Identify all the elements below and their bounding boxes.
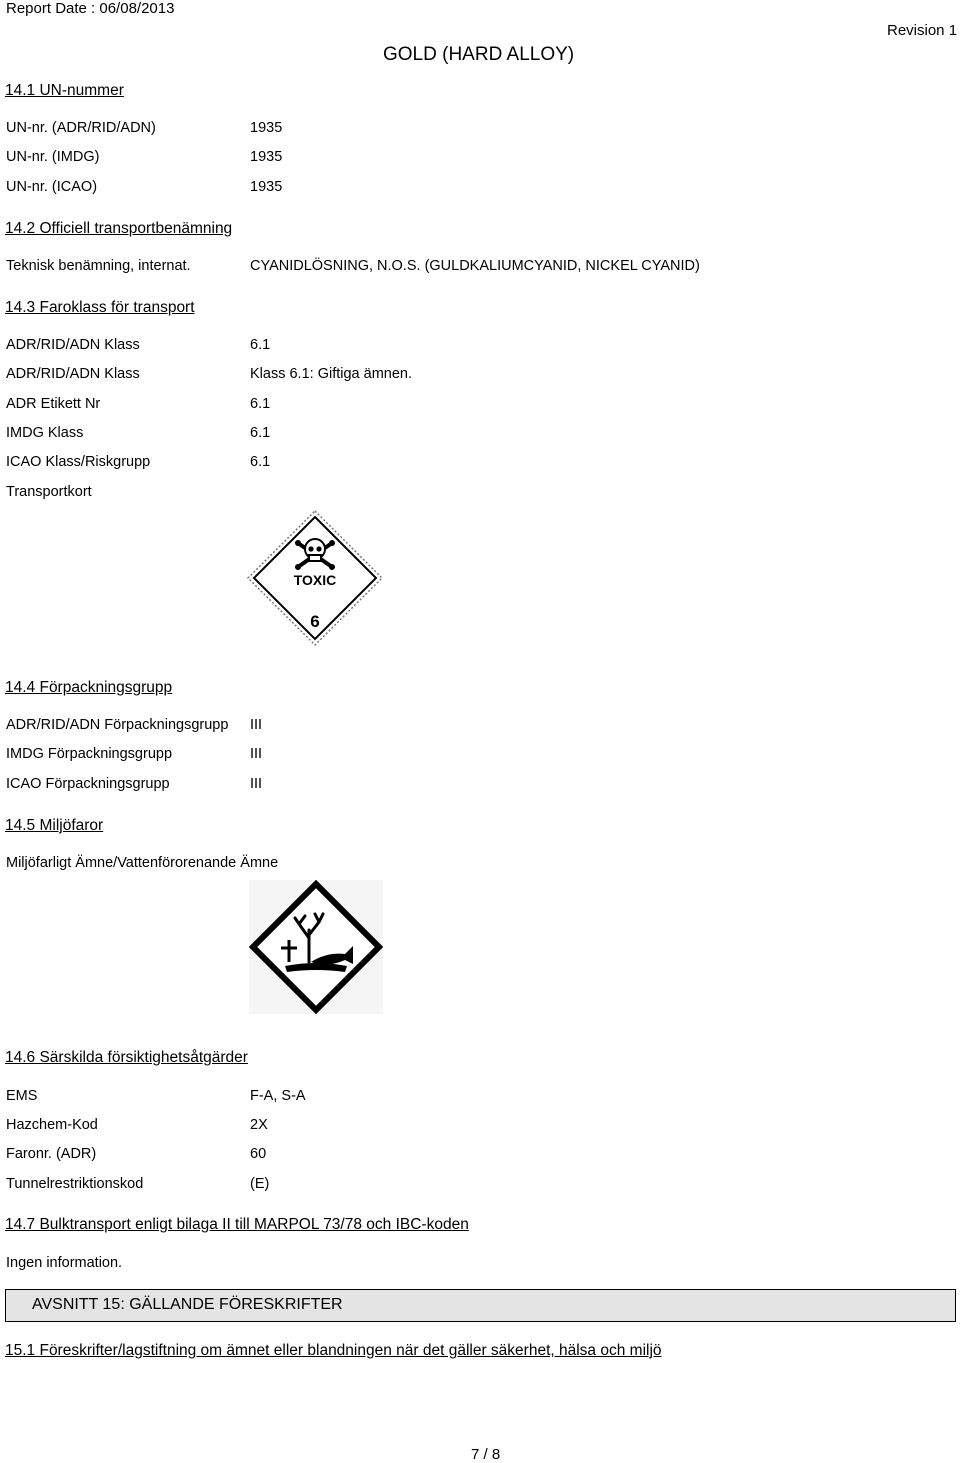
revision: Revision 1 [887, 22, 958, 39]
row-value: 6.1 [250, 454, 271, 470]
row-label: Teknisk benämning, internat. [6, 258, 191, 274]
row-value: 2X [250, 1117, 268, 1133]
row-label: IMDG Klass [6, 425, 84, 441]
row-value: III [250, 717, 263, 733]
section-15-1-heading: 15.1 Föreskrifter/lagstiftning om ämnet eller blandningen när det gäller säkerhet, hälsa och miljö [5, 1342, 662, 1359]
row-label: ADR/RID/ADN Klass [6, 366, 140, 382]
section-15-title: AVSNITT 15: GÄLLANDE FÖRESKRIFTER [32, 1296, 343, 1313]
row-label: ICAO Klass/Riskgrupp [6, 454, 151, 470]
row-value: 6.1 [250, 425, 271, 441]
hazard-class-number: 6 [310, 612, 320, 631]
transport-card-label: Transportkort [6, 484, 92, 500]
row-value: 1935 [250, 120, 283, 136]
row-value: III [250, 746, 263, 762]
row-label: Faronr. (ADR) [6, 1146, 97, 1162]
row-value: Klass 6.1: Giftiga ämnen. [250, 366, 412, 382]
row-label: EMS [6, 1088, 38, 1104]
row-label: Tunnelrestriktionskod [6, 1176, 144, 1192]
row-value: III [250, 776, 263, 792]
row-value: 60 [250, 1146, 267, 1162]
row-value: (E) [250, 1176, 270, 1192]
row-value: 6.1 [250, 337, 271, 353]
row-label: ADR Etikett Nr [6, 396, 101, 412]
row-label: IMDG Förpackningsgrupp [6, 746, 173, 762]
row-value: CYANIDLÖSNING, N.O.S. (GULDKALIUMCYANID, NICKEL CYANID) [250, 258, 700, 274]
no-information-text: Ingen information. [6, 1255, 123, 1271]
row-value: F-A, S-A [250, 1088, 306, 1104]
section-14-1-heading: 14.1 UN-nummer [5, 82, 124, 99]
section-15-banner [5, 1289, 956, 1322]
row-label: UN-nr. (IMDG) [6, 149, 100, 165]
toxic-hazard-label [246, 509, 384, 647]
section-14-5-heading: 14.5 Miljöfaror [5, 817, 104, 834]
section-14-7-heading: 14.7 Bulktransport enligt bilaga II till MARPOL 73/78 och IBC-koden [5, 1216, 469, 1233]
row-label: ICAO Förpackningsgrupp [6, 776, 170, 792]
row-value: 6.1 [250, 396, 271, 412]
row-label: ADR/RID/ADN Förpackningsgrupp [6, 717, 229, 733]
section-14-3-heading: 14.3 Faroklass för transport [5, 299, 195, 316]
section-14-6-heading: 14.6 Särskilda försiktighetsåtgärder [5, 1049, 248, 1066]
row-label: UN-nr. (ADR/RID/ADN) [6, 120, 156, 136]
row-value: 1935 [250, 149, 283, 165]
row-label: UN-nr. (ICAO) [6, 179, 98, 195]
row-value: 1935 [250, 179, 283, 195]
row-label: Hazchem-Kod [6, 1117, 98, 1133]
page-number: 7 / 8 [471, 1446, 501, 1463]
toxic-word: TOXIC [293, 572, 337, 588]
section-14-4-heading: 14.4 Förpackningsgrupp [5, 679, 173, 696]
row-label: ADR/RID/ADN Klass [6, 337, 140, 353]
product-title: GOLD (HARD ALLOY) [383, 44, 575, 65]
environment-hazard-label: Miljöfarligt Ämne/Vattenförorenande Ämne [6, 855, 279, 871]
environment-hazard-icon [249, 880, 383, 1014]
report-date: Report Date : 06/08/2013 [6, 0, 175, 17]
section-14-2-heading: 14.2 Officiell transportbenämning [5, 220, 233, 237]
